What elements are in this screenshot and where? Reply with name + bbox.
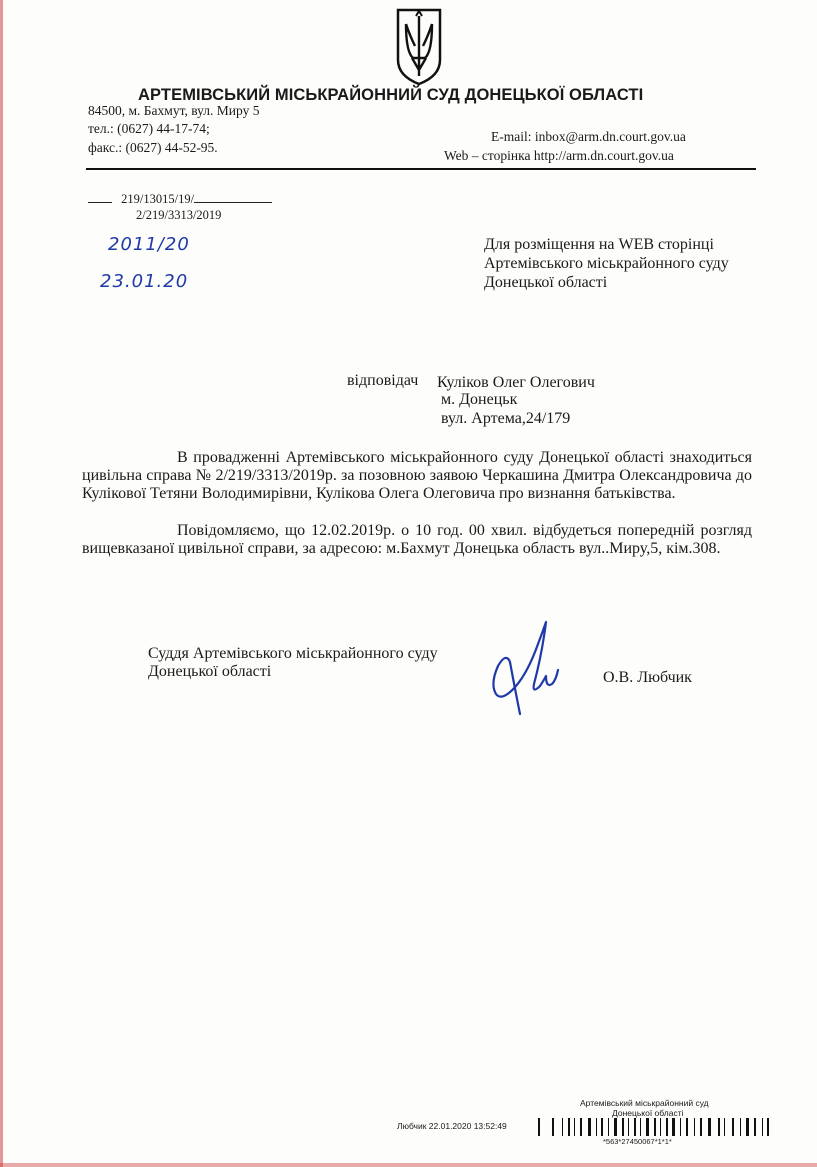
addressee-line-3: Донецької області xyxy=(484,274,608,291)
signer-title-line-2: Донецької області xyxy=(148,663,272,680)
footer-stamp-line-2: Донецької області xyxy=(612,1108,684,1118)
court-email: E-mail: inbox@arm.dn.court.gov.ua xyxy=(491,129,686,144)
footer-stamp-line-1: Артемівський міськрайонний суд xyxy=(580,1098,709,1108)
body-paragraph-1: В провадженні Артемівського міськрайонного суду Донецької області знаходиться цивільна справа № 2/219/3313/2019р. за позовною заявою Черкашина Дмитра Олександровича до Кулікової Тетяни Володимирівни, Кулікова Олега Олеговича про визнання батьківства. xyxy=(82,449,752,502)
page-edge-left xyxy=(0,0,3,1167)
barcode xyxy=(538,1118,770,1136)
respondent-name: Куліков Олег Олегович xyxy=(437,374,595,391)
respondent-city: м. Донецьк xyxy=(441,391,518,408)
handwritten-number: 2011/20 xyxy=(108,234,190,255)
case-number: 2/219/3313/2019 xyxy=(136,208,222,222)
signer-title-line-1: Суддя Артемівського міськрайонного суду xyxy=(148,645,438,662)
body-paragraph-2: Повідомляємо, що 12.02.2019р. о 10 год. 00 хвил. відбудеться попередній розгляд вищевказаної цивільної справи, за адресою: м.Бахмут Донецька область вул..Миру,5, кім.308. xyxy=(82,522,752,557)
blank-line xyxy=(88,202,112,203)
court-fax: факс.: (0627) 44-52-95. xyxy=(88,140,218,155)
footer-user-timestamp: Любчик 22.01.2020 13:52:49 xyxy=(397,1121,507,1131)
handwritten-date: 23.01.20 xyxy=(100,271,189,292)
barcode-text: *563*27450067*1*1* xyxy=(603,1137,672,1146)
handwritten-signature-icon xyxy=(486,614,572,718)
blank-line xyxy=(194,202,272,203)
outgoing-number: 219/13015/19/ xyxy=(121,192,195,206)
respondent-street: вул. Артема,24/179 xyxy=(441,410,571,427)
letterhead-divider xyxy=(86,168,756,170)
coat-of-arms-icon xyxy=(395,8,443,86)
court-name: АРТЕМІВСЬКИЙ МІСЬКРАЙОННИЙ СУД ДОНЕЦЬКОЇ ОБЛАСТІ xyxy=(138,86,644,104)
court-website: Web – сторінка http://arm.dn.court.gov.ua xyxy=(444,148,674,163)
outgoing-number-line xyxy=(88,192,272,207)
page-edge-bottom xyxy=(0,1163,817,1167)
addressee-line-1: Для розміщення на WEB сторінці xyxy=(484,236,714,253)
respondent-role: відповідач xyxy=(347,372,419,389)
court-address: 84500, м. Бахмут, вул. Миру 5 xyxy=(88,103,260,118)
addressee-line-2: Артемівського міськрайонного суду xyxy=(484,255,729,272)
signer-name: О.В. Любчик xyxy=(603,669,692,686)
court-phone: тел.: (0627) 44-17-74; xyxy=(88,121,210,136)
